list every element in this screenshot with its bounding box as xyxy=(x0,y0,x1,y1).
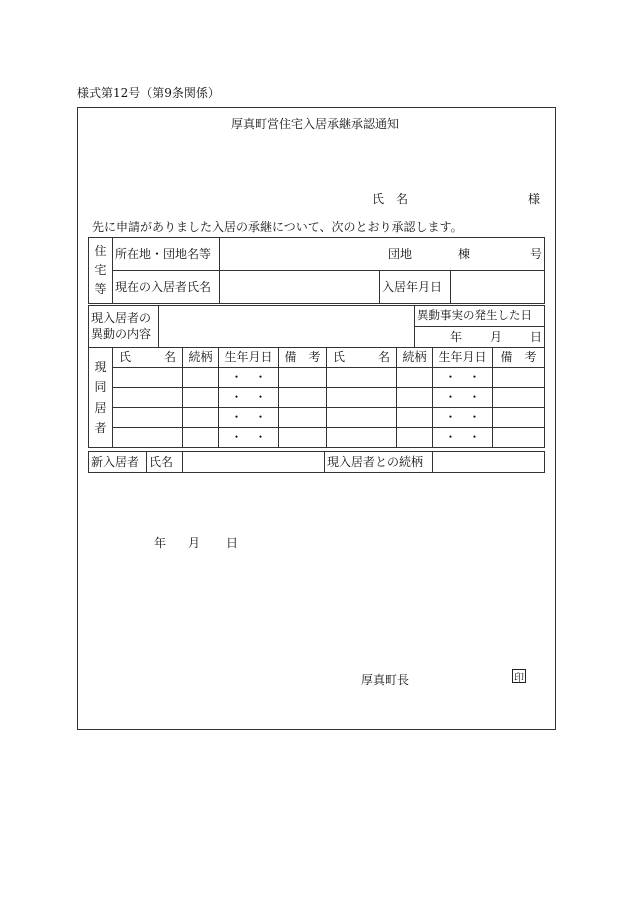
new-resident-label: 新入居者 xyxy=(89,452,147,473)
occurred-date-label: 異動事実の発生した日 xyxy=(415,306,545,327)
name-cell[interactable] xyxy=(327,368,397,388)
name-cell[interactable] xyxy=(113,428,183,448)
seal-icon: 印 xyxy=(512,669,526,683)
notes-cell[interactable] xyxy=(493,408,545,428)
issue-date-month: 月 xyxy=(188,536,201,550)
current-resident-value[interactable] xyxy=(220,271,380,304)
new-resident-relation-value[interactable] xyxy=(433,452,545,473)
table-row xyxy=(89,408,545,428)
col-relation: 続柄 xyxy=(397,348,433,368)
notes-cell[interactable] xyxy=(493,368,545,388)
housing-table xyxy=(88,237,545,304)
change-label: 現入居者の 異動の内容 xyxy=(89,306,159,348)
name-cell[interactable] xyxy=(327,428,397,448)
notes-cell[interactable] xyxy=(279,428,327,448)
col-birth: 生年月日 xyxy=(433,348,493,368)
relation-cell[interactable] xyxy=(183,388,219,408)
col-notes: 備 考 xyxy=(493,348,545,368)
cohabitants-group-label: 現 同 居 者 xyxy=(89,348,113,448)
notes-cell[interactable] xyxy=(493,428,545,448)
col-notes: 備 考 xyxy=(279,348,327,368)
relation-cell[interactable] xyxy=(183,428,219,448)
col-name: 氏 名 xyxy=(113,348,183,368)
move-in-date-label: 入居年月日 xyxy=(380,271,451,304)
birth-cell[interactable]: ・ ・ xyxy=(433,368,493,388)
recipient-name-label: 氏 名 xyxy=(372,192,409,206)
birth-cell[interactable]: ・ ・ xyxy=(433,388,493,408)
name-cell[interactable] xyxy=(327,408,397,428)
cohabitants-table xyxy=(88,347,545,448)
new-resident-name-value[interactable] xyxy=(183,452,325,473)
issue-date-day: 日 xyxy=(226,536,239,550)
col-name: 氏 名 xyxy=(327,348,397,368)
table-row xyxy=(89,368,545,388)
table-row xyxy=(89,388,545,408)
table-row xyxy=(89,428,545,448)
intro-text: 先に申請がありました入居の承継について、次のとおり承認します。 xyxy=(92,220,463,234)
new-resident-relation-label: 現入居者との続柄 xyxy=(325,452,433,473)
new-resident-name-label: 氏名 xyxy=(147,452,183,473)
location-label: 所在地・団地名等 xyxy=(113,238,220,271)
housing-group-label: 住 宅 等 xyxy=(89,238,113,304)
new-resident-table xyxy=(88,451,545,473)
notes-cell[interactable] xyxy=(279,408,327,428)
notes-cell[interactable] xyxy=(493,388,545,408)
move-in-date-value[interactable] xyxy=(451,271,545,304)
relation-cell[interactable] xyxy=(397,408,433,428)
recipient-honorific: 様 xyxy=(528,192,541,206)
name-cell[interactable] xyxy=(327,388,397,408)
location-value[interactable]: 団地 棟 号 xyxy=(220,238,545,271)
current-resident-label: 現在の入居者氏名 xyxy=(113,271,220,304)
birth-cell[interactable]: ・ ・ xyxy=(433,428,493,448)
birth-cell[interactable]: ・ ・ xyxy=(433,408,493,428)
relation-cell[interactable] xyxy=(397,428,433,448)
occurred-date-value[interactable]: 年 月 日 xyxy=(415,327,545,348)
birth-cell[interactable]: ・ ・ xyxy=(219,388,279,408)
notes-cell[interactable] xyxy=(279,368,327,388)
col-relation: 続柄 xyxy=(183,348,219,368)
col-birth: 生年月日 xyxy=(219,348,279,368)
issuer-name: 厚真町長 xyxy=(361,673,410,687)
notes-cell[interactable] xyxy=(279,388,327,408)
document-title: 厚真町営住宅入居承継承認通知 xyxy=(231,117,400,131)
name-cell[interactable] xyxy=(113,408,183,428)
name-cell[interactable] xyxy=(113,388,183,408)
relation-cell[interactable] xyxy=(397,368,433,388)
issue-date-year: 年 xyxy=(154,536,167,550)
relation-cell[interactable] xyxy=(397,388,433,408)
relation-cell[interactable] xyxy=(183,408,219,428)
change-content-value[interactable] xyxy=(159,306,415,348)
relation-cell[interactable] xyxy=(183,368,219,388)
form-number: 様式第12号（第9条関係） xyxy=(77,86,220,100)
change-table xyxy=(88,305,545,348)
birth-cell[interactable]: ・ ・ xyxy=(219,428,279,448)
birth-cell[interactable]: ・ ・ xyxy=(219,408,279,428)
name-cell[interactable] xyxy=(113,368,183,388)
birth-cell[interactable]: ・ ・ xyxy=(219,368,279,388)
